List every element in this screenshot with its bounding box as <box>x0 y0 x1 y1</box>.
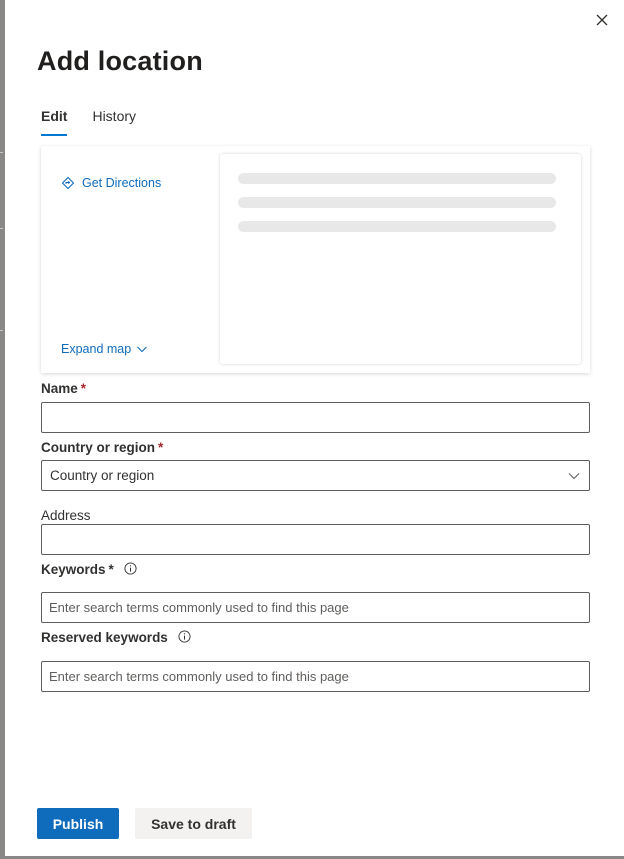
chevron-down-icon <box>568 470 580 482</box>
info-icon[interactable] <box>178 630 191 643</box>
country-dropdown[interactable] <box>41 460 590 491</box>
reserved-keywords-input[interactable] <box>41 661 590 692</box>
close-icon <box>592 10 612 30</box>
address-input-field[interactable] <box>42 525 589 554</box>
loading-placeholder-line <box>238 197 556 208</box>
required-mark: * <box>80 381 87 396</box>
tab-list <box>41 106 161 138</box>
get-directions-link[interactable] <box>61 176 161 190</box>
country-dropdown-value: Country or region <box>50 468 155 483</box>
keywords-input-field[interactable] <box>42 593 589 622</box>
expand-map-button[interactable] <box>61 342 148 356</box>
loading-placeholder-line <box>238 221 556 232</box>
background-divider <box>0 330 3 331</box>
close-button[interactable] <box>592 10 612 30</box>
address-input[interactable] <box>41 524 590 555</box>
background-divider <box>0 152 3 153</box>
name-input[interactable] <box>41 402 590 433</box>
background-window-edge <box>0 0 5 859</box>
name-input-field[interactable] <box>42 403 589 432</box>
expand-map-label: Expand map <box>61 342 132 356</box>
map-loading-panel <box>220 154 581 364</box>
background-divider <box>0 228 3 229</box>
loading-placeholder-line <box>238 173 556 184</box>
get-directions-label: Get Directions <box>82 176 162 190</box>
required-mark: * <box>158 440 164 455</box>
name-label: Name * <box>41 381 87 396</box>
keywords-label: Keywords * <box>41 562 137 577</box>
publish-button[interactable]: Publish <box>37 808 119 839</box>
required-mark: * <box>108 562 114 577</box>
reserved-keywords-label: Reserved keywords <box>41 630 191 645</box>
panel-title: Add location <box>37 46 203 76</box>
address-label: Address <box>41 508 91 523</box>
directions-diamond-icon <box>61 176 75 190</box>
tab-history[interactable]: History <box>92 108 137 124</box>
reserved-keywords-input-field[interactable] <box>42 662 589 691</box>
country-label: Country or region * <box>41 440 164 455</box>
chevron-down-icon <box>136 343 148 355</box>
info-icon[interactable] <box>124 562 137 575</box>
tab-edit[interactable]: Edit <box>41 106 67 136</box>
map-card <box>41 146 590 373</box>
save-to-draft-button[interactable]: Save to draft <box>135 808 252 839</box>
keywords-input[interactable] <box>41 592 590 623</box>
